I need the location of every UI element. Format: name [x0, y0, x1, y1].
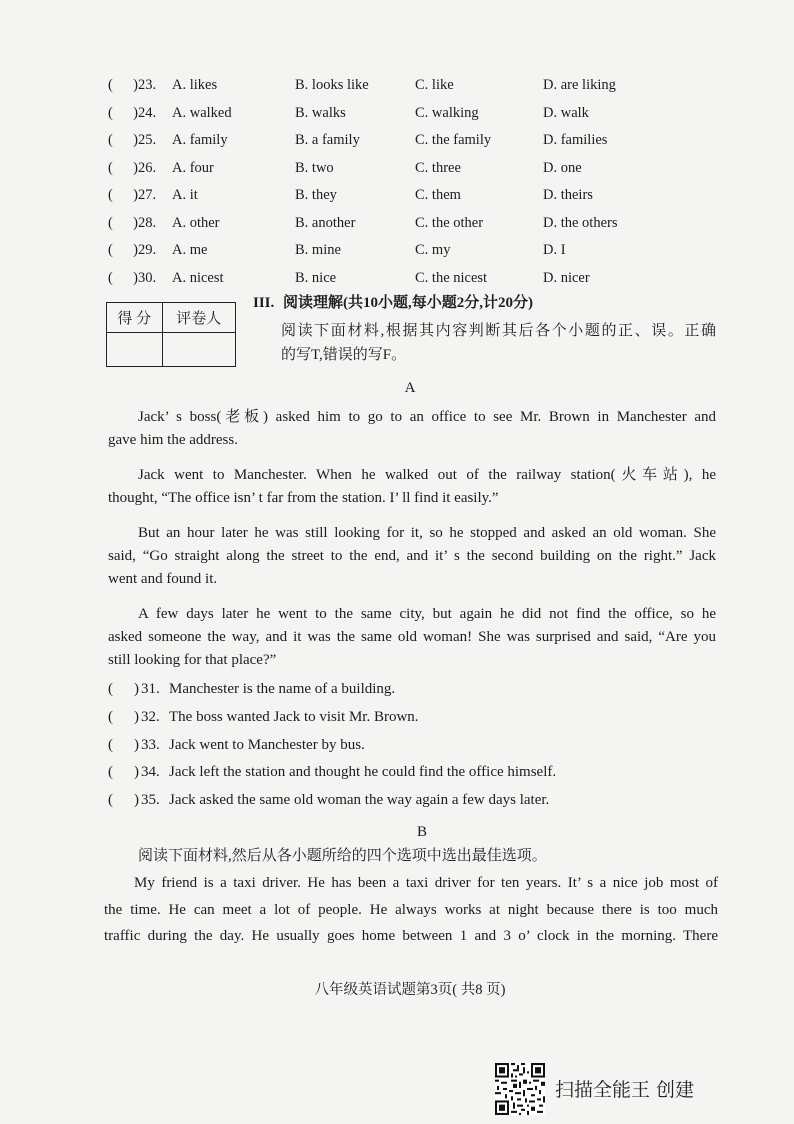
text-line: Jack’ s boss(老板) asked him to go to an office to see Mr. Brown in Manchester and	[138, 409, 716, 425]
answer-blank: ( )	[108, 214, 138, 231]
option-b: B. nice	[295, 269, 337, 286]
option-d: D. are liking	[543, 77, 616, 93]
question-number: 34.	[141, 764, 160, 781]
answer-blank: ( )	[108, 77, 138, 93]
text-line: Jack went to Manchester. When he walked out of the railway station(火车站), he	[138, 467, 716, 483]
paragraph	[108, 406, 716, 452]
paragraph	[108, 464, 716, 510]
answer-blank: ( )	[108, 187, 138, 203]
scanner-watermark-text: 扫描全能王 创建	[555, 1079, 695, 1101]
text-line: But an hour later he was still looking for it, so he stopped and asked an old woman. She	[138, 525, 716, 541]
text-line: traffic during the day. He usually goes home between 1 and 3 o’ clock in the morning. There	[104, 928, 718, 945]
option-d: D. families	[543, 132, 608, 148]
option-d: D. I	[543, 242, 566, 258]
question-row	[108, 787, 716, 815]
answer-blank: ( )	[108, 708, 139, 725]
option-c: C. the other	[415, 214, 484, 231]
question-text: Manchester is the name of a building.	[169, 681, 396, 697]
text-line: said, “Go straight along the street to the end, and it’ s the second building on the right.” Jack	[108, 548, 716, 564]
qr-code-icon	[495, 1063, 545, 1115]
multiple-choice-list	[108, 72, 708, 292]
question-number: 32.	[141, 708, 160, 725]
passage-b	[104, 870, 718, 950]
option-d: D. nicer	[543, 269, 590, 286]
grader-cell	[162, 333, 235, 367]
option-b: B. two	[295, 159, 334, 176]
text-line: asked someone the way, and it was the same old woman! She was surprised and said, “Are you	[108, 629, 716, 645]
section-number: III.	[253, 295, 275, 311]
option-a: A. it	[172, 187, 198, 203]
text-line: gave him the address.	[108, 432, 238, 448]
choice-question-row	[108, 265, 708, 293]
text-line: My friend is a taxi driver. He has been a taxi driver for ten years. It’ s a nice job most of	[134, 875, 718, 891]
option-b: B. mine	[295, 242, 341, 258]
question-number: 30.	[138, 269, 157, 286]
option-b: B. a family	[295, 132, 360, 148]
question-text: Jack went to Manchester by bus.	[169, 736, 365, 753]
question-text: The boss wanted Jack to visit Mr. Brown.	[169, 708, 419, 725]
option-d: D. one	[543, 159, 582, 176]
grader-label: 评卷人	[162, 303, 235, 333]
instruction-line: 的写T,错误的写F。	[281, 347, 407, 363]
question-number: 28.	[138, 214, 157, 231]
choice-question-row	[108, 210, 708, 238]
score-box	[106, 302, 236, 367]
question-number: 25.	[138, 132, 157, 148]
answer-blank: ( )	[108, 104, 138, 121]
question-row	[108, 732, 716, 760]
option-c: C. the nicest	[415, 269, 488, 286]
option-c: C. like	[415, 77, 454, 93]
option-b: B. they	[295, 187, 337, 203]
page-footer: 八年级英语试题第3页( 共8 页)	[314, 982, 506, 998]
option-a: A. likes	[172, 77, 218, 93]
option-d: D. theirs	[543, 187, 593, 203]
instruction-line: 阅读下面材料,根据其内容判断其后各个小题的正、误。正确	[281, 323, 716, 339]
choice-question-row	[108, 72, 708, 100]
option-c: C. walking	[415, 104, 479, 121]
question-number: 29.	[138, 242, 157, 258]
question-row	[108, 759, 716, 787]
text-line: thought, “The office isn’ t far from the station. I’ ll find it easily.”	[108, 490, 499, 506]
option-d: D. walk	[543, 104, 589, 121]
question-number: 33.	[141, 736, 160, 753]
passage-b-instruction: 阅读下面材料,然后从各小题所给的四个选项中选出最佳选项。	[138, 848, 547, 864]
question-text: Jack left the station and thought he could find the office himself.	[169, 764, 557, 781]
option-b: B. another	[295, 214, 356, 231]
question-number: 24.	[138, 104, 157, 121]
answer-blank: ( )	[108, 159, 138, 176]
choice-question-row	[108, 182, 708, 210]
passage-a	[108, 406, 716, 684]
question-number: 26.	[138, 159, 157, 176]
option-c: C. the family	[415, 132, 492, 148]
option-a: A. four	[172, 159, 214, 176]
text-line: A few days later he went to the same city, but again he did not find the office, so he	[138, 606, 716, 622]
option-a: A. me	[172, 242, 208, 258]
option-c: C. them	[415, 187, 461, 203]
option-b: B. looks like	[295, 77, 369, 93]
question-number: 27.	[138, 187, 157, 203]
answer-blank: ( )	[108, 764, 139, 781]
answer-blank: ( )	[108, 242, 138, 258]
choice-question-row	[108, 155, 708, 183]
paragraph	[108, 603, 716, 672]
question-row	[108, 676, 716, 704]
choice-question-row	[108, 100, 708, 128]
text-line: the time. He can meet a lot of people. He always works at night because there is too much	[104, 901, 718, 918]
choice-question-row	[108, 237, 708, 265]
option-b: B. walks	[295, 104, 346, 121]
option-a: A. walked	[172, 104, 232, 121]
answer-blank: ( )	[108, 132, 138, 148]
option-c: C. my	[415, 242, 451, 258]
section-title: 阅读理解(共10小题,每小题2分,计20分)	[283, 295, 533, 311]
score-label: 得 分	[107, 303, 163, 333]
section-instruction	[281, 319, 716, 367]
paragraph	[108, 522, 716, 591]
option-a: A. family	[172, 132, 228, 148]
option-a: A. other	[172, 214, 220, 231]
passage-a-label: A	[404, 380, 416, 396]
section-heading	[253, 291, 533, 315]
question-row	[108, 704, 716, 732]
text-line: went and found it.	[108, 571, 218, 587]
answer-blank: ( )	[108, 792, 139, 809]
answer-blank: ( )	[108, 681, 139, 697]
question-number: 35.	[141, 792, 160, 809]
text-line: still looking for that place?”	[108, 652, 277, 668]
passage-b-label: B	[416, 824, 427, 840]
option-a: A. nicest	[172, 269, 224, 286]
answer-blank: ( )	[108, 269, 138, 286]
true-false-questions	[108, 676, 716, 815]
question-number: 23.	[138, 77, 157, 93]
option-d: D. the others	[543, 214, 618, 231]
option-c: C. three	[415, 159, 461, 176]
choice-question-row	[108, 127, 708, 155]
question-text: Jack asked the same old woman the way again a few days later.	[169, 792, 550, 809]
answer-blank: ( )	[108, 736, 139, 753]
score-cell	[107, 333, 163, 367]
question-number: 31.	[141, 681, 160, 697]
